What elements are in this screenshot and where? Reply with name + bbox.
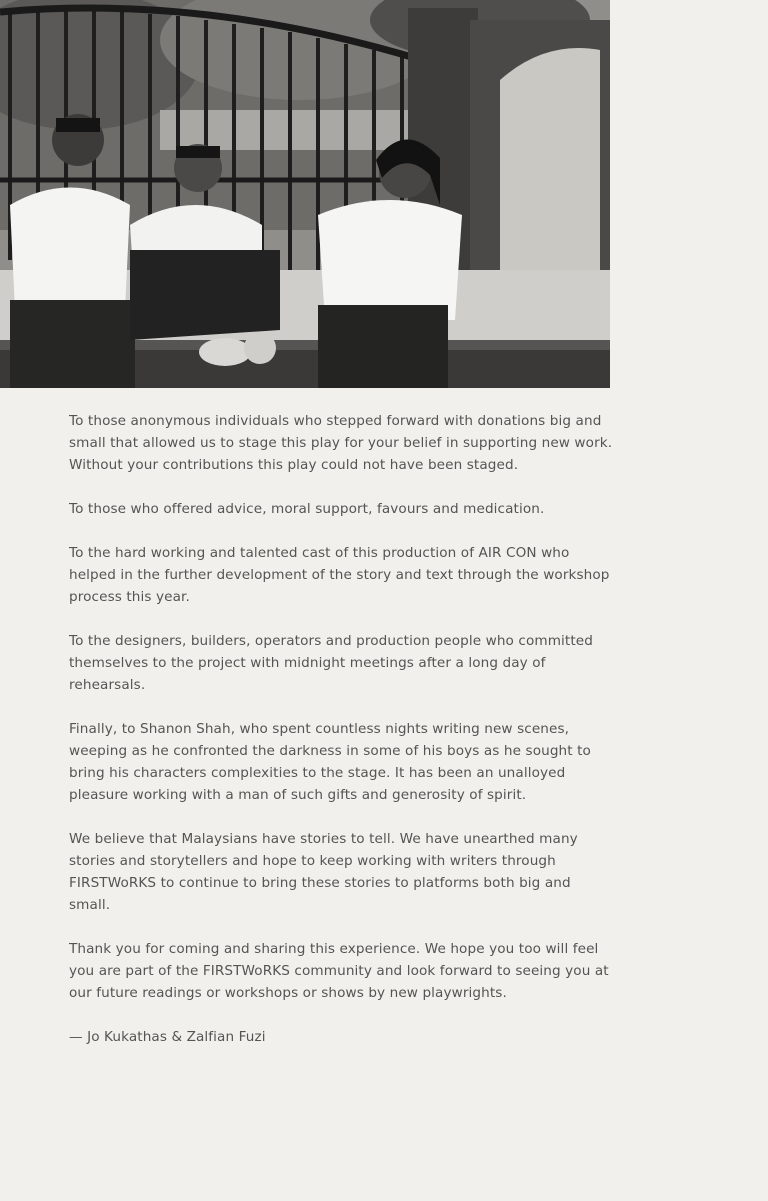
- paragraph-thanks: Thank you for coming and sharing this experience. We hope you too will feel you are part of the FIRSTWoRKS community and look forward to seeing you at our future readings or workshops or shows by new playwrights.: [69, 941, 609, 1001]
- paragraph-mission: We believe that Malaysians have stories to tell. We have unearthed many stories and storytellers and hope to keep working with writers through FIRSTWoRKS to continue to bring these stories to platforms both big and small.: [69, 831, 578, 913]
- photo-illustration: [0, 0, 610, 388]
- signature: — Jo Kukathas & Zalfian Fuzi: [69, 1029, 266, 1045]
- paragraph-donors: To those anonymous individuals who stepped forward with donations big and small that allowed us to stage this play for your belief in supporting new work. Without your contributions this play could not have been staged.: [69, 413, 613, 473]
- paragraph-advice: To those who offered advice, moral support, favours and medication.: [69, 501, 545, 517]
- paragraph-crew: To the designers, builders, operators and production people who committed themselves to the project with midnight meetings after a long day of rehearsals.: [69, 633, 593, 693]
- paragraph-cast: To the hard working and talented cast of this production of AIR CON who helped in the further development of the story and text through the workshop process this year.: [69, 545, 610, 605]
- acknowledgements-text: [69, 410, 614, 1070]
- group-photo: [0, 0, 610, 388]
- paragraph-writer: Finally, to Shanon Shah, who spent countless nights writing new scenes, weeping as he confronted the darkness in some of his boys as he sought to bring his characters complexities to the stage. It has been an unalloyed pleasure working with a man of such gifts and generosity of spirit.: [69, 721, 591, 803]
